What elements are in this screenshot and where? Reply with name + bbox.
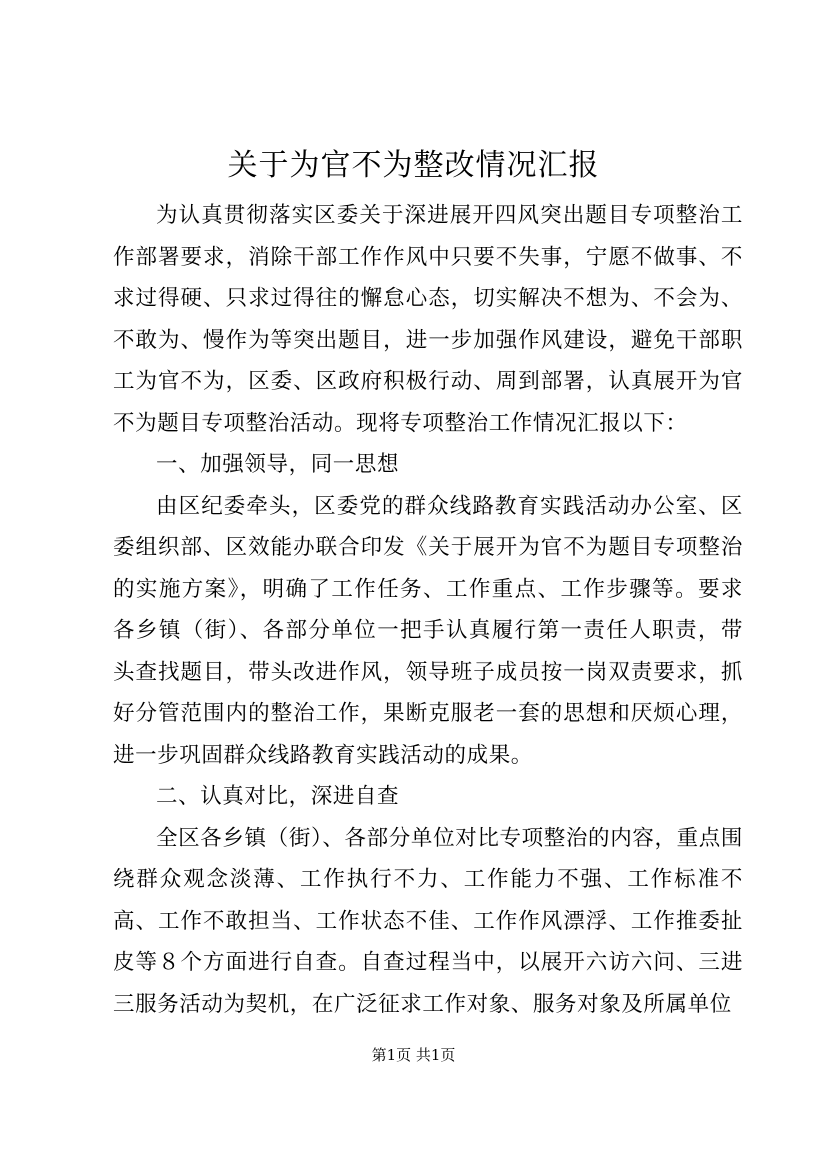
page-footer: 第1页 共1页 (371, 1046, 456, 1064)
section-1-paragraph: 由区纪委牵头，区委党的群众线路教育实践活动办公室、区委组织部、区效能办联合印发《关于展开为官不为题目专项整治的实施方案》，明确了工作任务、工作重点、工作步骤等。要求各乡镇（街）、各部分单位一把手认真履行第一责任人职责，带头查找题目，带头改进作风，领导班子成员按一岗双责要求，抓好分管范围内的整治工作，果断克服老一套的思想和厌烦心理，进一步巩固群众线路教育实践活动的成果。 (113, 493, 743, 768)
section-heading-2: 二、认真对比，深进自查 (156, 784, 400, 809)
section-2-paragraph: 全区各乡镇（街）、各部分单位对比专项整治的内容，重点围绕群众观念淡薄、工作执行不力、工作能力不强、工作标准不高、工作不敢担当、工作状态不佳、工作作风漂浮、工作推委扯皮等８个方面进行自查。自查过程当中，以展开六访六问、三进三服务活动为契机，在广泛征求工作对象、服务对象及所属单位 (113, 825, 743, 1017)
intro-paragraph: 为认真贯彻落实区委关于深进展开四风突出题目专项整治工作部署要求，消除干部工作作风中只要不失事，宁愿不做事、不求过得硬、只求过得往的懈怠心态，切实解决不想为、不会为、不敢为、慢作为等突出题目，进一步加强作风建设，避免干部职工为官不为，区委、区政府积极行动、周到部署，认真展开为官不为题目专项整治活动。现将专项整治工作情况汇报以下： (113, 203, 743, 436)
document-title: 关于为官不为整改情况汇报 (227, 148, 600, 183)
document-body (113, 195, 743, 1025)
section-heading-1: 一、加强领导，同一思想 (156, 452, 400, 477)
